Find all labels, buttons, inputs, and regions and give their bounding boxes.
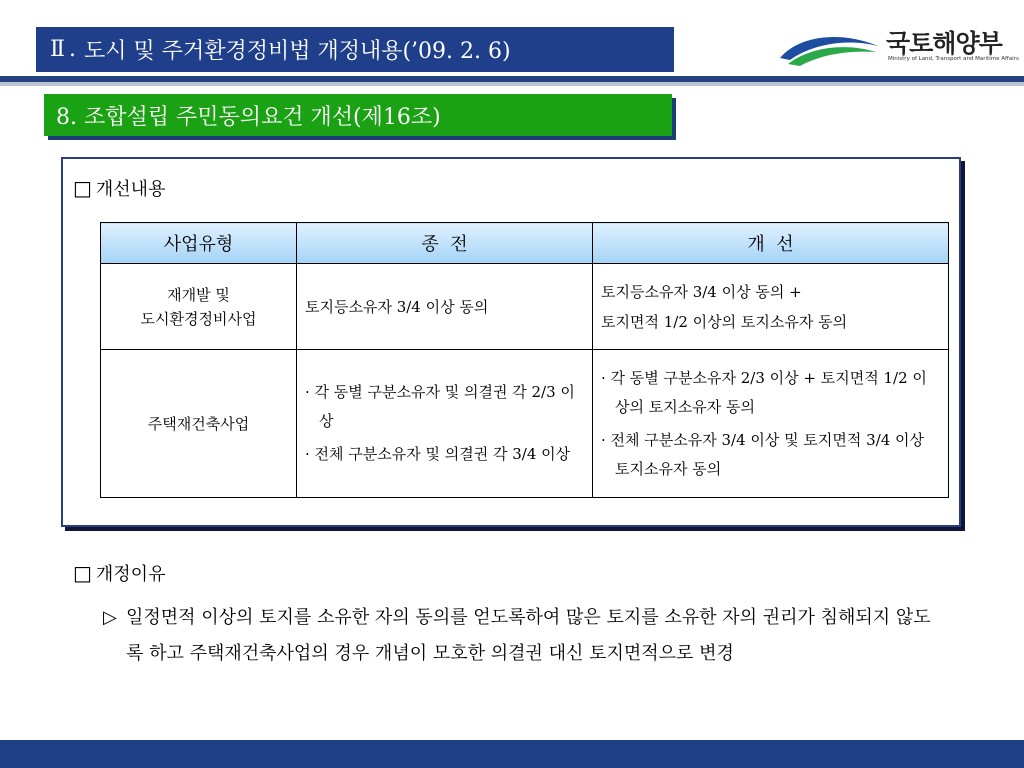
footer-bar xyxy=(0,740,1024,768)
header-rule-accent xyxy=(0,82,1024,86)
row-type-line: 주택재건축사업 xyxy=(147,414,250,433)
table-header-row xyxy=(101,223,949,264)
title-prefix: Ⅱ xyxy=(50,37,65,62)
row-type xyxy=(101,350,297,498)
section-title: 8. 조합설립 주민동의요건 개선(제16조) xyxy=(44,94,672,136)
reason-heading-text: 개정이유 xyxy=(95,564,166,585)
logo-subtitle: Ministry of Land, Transport and Maritime Affairs xyxy=(888,56,1019,62)
arrow-right-icon: ▷ xyxy=(103,607,117,628)
row-after xyxy=(593,264,949,350)
ministry-logo xyxy=(778,24,1019,74)
row-type-line: 도시환경정비사업 xyxy=(140,309,257,328)
content-heading-text: 개선내용 xyxy=(95,179,166,200)
list-item: · 각 동별 구분소유자 및 의결권 각 2/3 이상 xyxy=(305,383,575,430)
row-after xyxy=(593,350,949,498)
list-item: · 전체 구분소유자 3/4 이상 및 토지면적 3/4 이상 토지소유자 동의 xyxy=(601,430,925,478)
row-type xyxy=(101,264,297,350)
table-row xyxy=(101,350,949,498)
header-before: 종 전 xyxy=(297,223,593,264)
list-item: · 각 동별 구분소유자 2/3 이상 + 토지면적 1/2 이상의 토지소유자 동의 xyxy=(601,368,927,416)
row-before xyxy=(297,350,593,498)
header-after: 개 선 xyxy=(593,223,949,264)
list-item: · 전체 구분소유자 및 의결권 각 3/4 이상 xyxy=(305,445,571,463)
title-text: 도시 및 주거환경정비법 개정내용(’09. 2. 6) xyxy=(83,39,511,64)
checkbox-icon: □ xyxy=(73,561,92,585)
reason-heading xyxy=(73,560,165,586)
row-type-line: 재개발 및 xyxy=(167,285,230,304)
row-after-line: 토지면적 1/2 이상의 토지소유자 동의 xyxy=(601,312,848,331)
table-row xyxy=(101,264,949,350)
content-heading xyxy=(73,175,165,201)
row-after-line: 토지등소유자 3/4 이상 동의 + xyxy=(601,282,802,301)
reason-text: 일정면적 이상의 토지를 소유한 자의 동의를 얻도록하여 많은 토지를 소유한 자의 권리가 침해되지 않도록 하고 주택재건축사업의 경우 개념이 모호한 의결권 대신 토지면적으로 변경 xyxy=(126,607,931,664)
header-type: 사업유형 xyxy=(101,223,297,264)
row-before-text: 토지등소유자 3/4 이상 동의 xyxy=(305,297,489,316)
logo-swoosh-icon xyxy=(778,30,882,70)
title-separator: . xyxy=(68,37,76,62)
comparison-table xyxy=(100,222,949,498)
reason-paragraph xyxy=(103,600,945,672)
checkbox-icon: □ xyxy=(73,176,92,200)
row-before xyxy=(297,264,593,350)
page-title xyxy=(36,27,674,72)
logo-name: 국토해양부 xyxy=(886,29,1002,58)
